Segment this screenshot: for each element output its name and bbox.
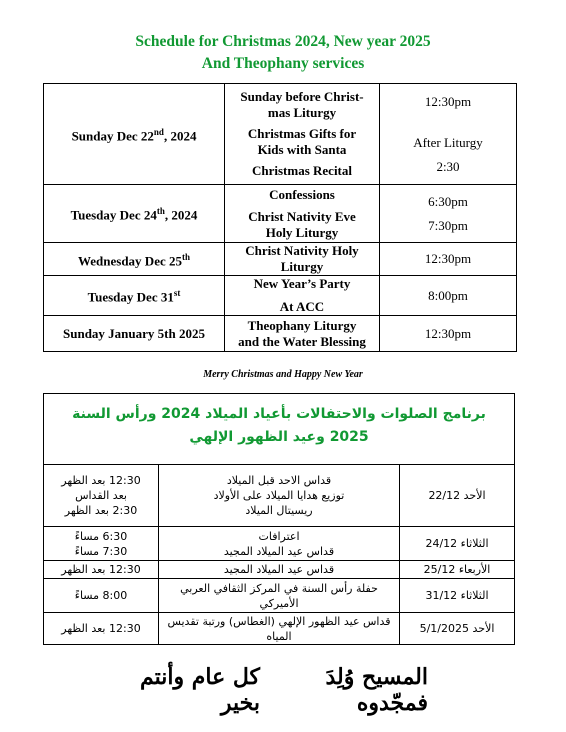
arabic-schedule-table	[43, 464, 515, 645]
english-schedule-row	[44, 185, 517, 243]
time-line: 8:00pm	[428, 287, 468, 303]
time-line: 7:30pm	[428, 217, 468, 233]
schedule-events	[225, 185, 380, 243]
day-year: , 2024	[163, 128, 197, 144]
arabic-events	[159, 613, 400, 645]
arabic-schedule-row	[44, 561, 515, 579]
arabic-event-line: قداس عيد الميلاد المجيد	[223, 563, 335, 576]
calligraphy-christ-is-born: المسيح وُلِدَ فمجّدوه	[325, 664, 428, 716]
time-line: 12:30pm	[424, 251, 472, 266]
arabic-event-line: حفلة رأس السنة في المركز الثقافي العربي	[180, 581, 378, 595]
arabic-time-line: 6:30 مساءً	[74, 529, 128, 543]
arabic-title: برنامج الصلوات والاحتفالات بأعياد الميلاد 2024 ورأس السنة 2025 وعيد الظهور الإلهي	[72, 406, 486, 445]
arabic-event-line: قداس عيد الظهور الإلهي (الغطاس) ورتبة تقديس	[167, 614, 391, 628]
event-line: Christmas Gifts for	[247, 126, 357, 141]
event-line: Christ Nativity Eve	[248, 208, 356, 224]
arabic-day-text: الثلاثاء 31/12	[425, 589, 489, 602]
day-ordinal: th	[156, 206, 165, 217]
event-line: and the Water Blessing	[238, 333, 366, 349]
arabic-event-line: الأميركي	[259, 596, 299, 610]
arabic-schedule-row	[44, 527, 515, 561]
time-line: After Liturgy	[413, 134, 483, 150]
arabic-day-text: الأحد 5/1/2025	[419, 622, 495, 635]
arabic-day	[400, 561, 515, 579]
schedule-events	[225, 243, 380, 276]
event-line: Confessions	[269, 186, 335, 202]
event-line: Holy Liturgy	[265, 224, 339, 240]
time-line: 6:30pm	[428, 193, 468, 209]
day-text: Tuesday Dec 24	[70, 207, 157, 223]
title-line-1: Schedule for Christmas 2024, New year 2025	[135, 33, 431, 50]
time-line: 12:30pm	[424, 325, 472, 341]
event-line: Liturgy	[280, 259, 324, 274]
arabic-day	[400, 613, 515, 645]
arabic-times	[44, 561, 159, 579]
schedule-day	[44, 243, 225, 276]
schedule-times	[380, 84, 517, 185]
schedule-title	[0, 31, 566, 75]
arabic-events	[159, 527, 400, 561]
arabic-events	[159, 561, 400, 579]
day-text: Sunday Dec 22	[71, 128, 154, 144]
arabic-schedule-row	[44, 613, 515, 645]
arabic-event-line: المياه	[266, 629, 292, 643]
arabic-day	[400, 527, 515, 561]
day-text: Tuesday Dec 31	[87, 289, 174, 305]
schedule-events	[225, 316, 380, 352]
title-line-2: And Theophany services	[201, 55, 365, 72]
arabic-title-box	[43, 393, 515, 464]
event-line: mas Liturgy	[267, 105, 337, 120]
arabic-time-line: 8:00 مساءً	[74, 589, 128, 602]
event-line: Christ Nativity Holy	[245, 243, 359, 258]
arabic-schedule-row	[44, 465, 515, 527]
arabic-day-text: الثلاثاء 24/12	[425, 537, 489, 550]
schedule-day	[44, 276, 225, 316]
english-schedule-row	[44, 276, 517, 316]
arabic-day-text: الأربعاء 25/12	[423, 563, 491, 576]
event-line: Sunday before Christ-	[240, 89, 364, 104]
arabic-events	[159, 579, 400, 613]
event-line: Kids with Santa	[257, 142, 347, 157]
arabic-day-text: الأحد 22/12	[428, 489, 486, 502]
arabic-event-line: قداس الاحد قبل الميلاد	[226, 474, 332, 487]
arabic-events	[159, 465, 400, 527]
calligraphy-happy-new-year: كل عام وأنتم بخير	[139, 664, 260, 716]
day-text: Sunday January 5th 2025	[63, 325, 205, 341]
schedule-events	[225, 276, 380, 316]
day-ordinal: st	[173, 288, 181, 299]
schedule-times	[380, 316, 517, 352]
schedule-events	[225, 84, 380, 185]
arabic-event-line: توزيع هدايا الميلاد على الأولاد	[213, 489, 345, 502]
event-line: New Year’s Party	[253, 276, 351, 291]
time-line: 12:30pm	[424, 93, 472, 109]
time-line: 2:30	[436, 158, 460, 174]
schedule-times	[380, 276, 517, 316]
arabic-event-line: ريسيتال الميلاد	[245, 504, 313, 517]
arabic-event-line: اعترافات	[258, 529, 300, 543]
schedule-day	[44, 84, 225, 185]
arabic-times	[44, 613, 159, 645]
arabic-times	[44, 527, 159, 561]
day-year: , 2024	[164, 207, 198, 223]
arabic-time-line: 12:30 بعد الظهر	[61, 474, 141, 487]
arabic-times	[44, 579, 159, 613]
english-schedule-row	[44, 84, 517, 185]
arabic-time-line: 7:30 مساءً	[74, 544, 128, 558]
arabic-event-line: قداس عيد الميلاد المجيد	[223, 544, 335, 558]
event-line: Theophany Liturgy	[247, 317, 357, 333]
arabic-time-line: 12:30 بعد الظهر	[61, 563, 141, 576]
day-ordinal: th	[181, 251, 190, 262]
schedule-day	[44, 316, 225, 352]
event-line: At ACC	[279, 299, 325, 314]
arabic-time-line: 12:30 بعد الظهر	[61, 622, 141, 635]
arabic-schedule-row	[44, 579, 515, 613]
english-schedule-row	[44, 316, 517, 352]
english-schedule-row	[44, 243, 517, 276]
schedule-times	[380, 243, 517, 276]
schedule-times	[380, 185, 517, 243]
english-schedule-table	[43, 83, 517, 352]
event-line: Christmas Recital	[251, 163, 352, 178]
day-ordinal: nd	[153, 126, 164, 137]
arabic-day	[400, 579, 515, 613]
arabic-time-line: بعد القداس	[75, 489, 127, 502]
day-text: Wednesday Dec 25	[77, 253, 182, 269]
arabic-time-line: 2:30 بعد الظهر	[64, 504, 138, 517]
schedule-day	[44, 185, 225, 243]
merry-christmas-text: Merry Christmas and Happy New Year	[203, 369, 363, 380]
arabic-day	[400, 465, 515, 527]
arabic-times	[44, 465, 159, 527]
